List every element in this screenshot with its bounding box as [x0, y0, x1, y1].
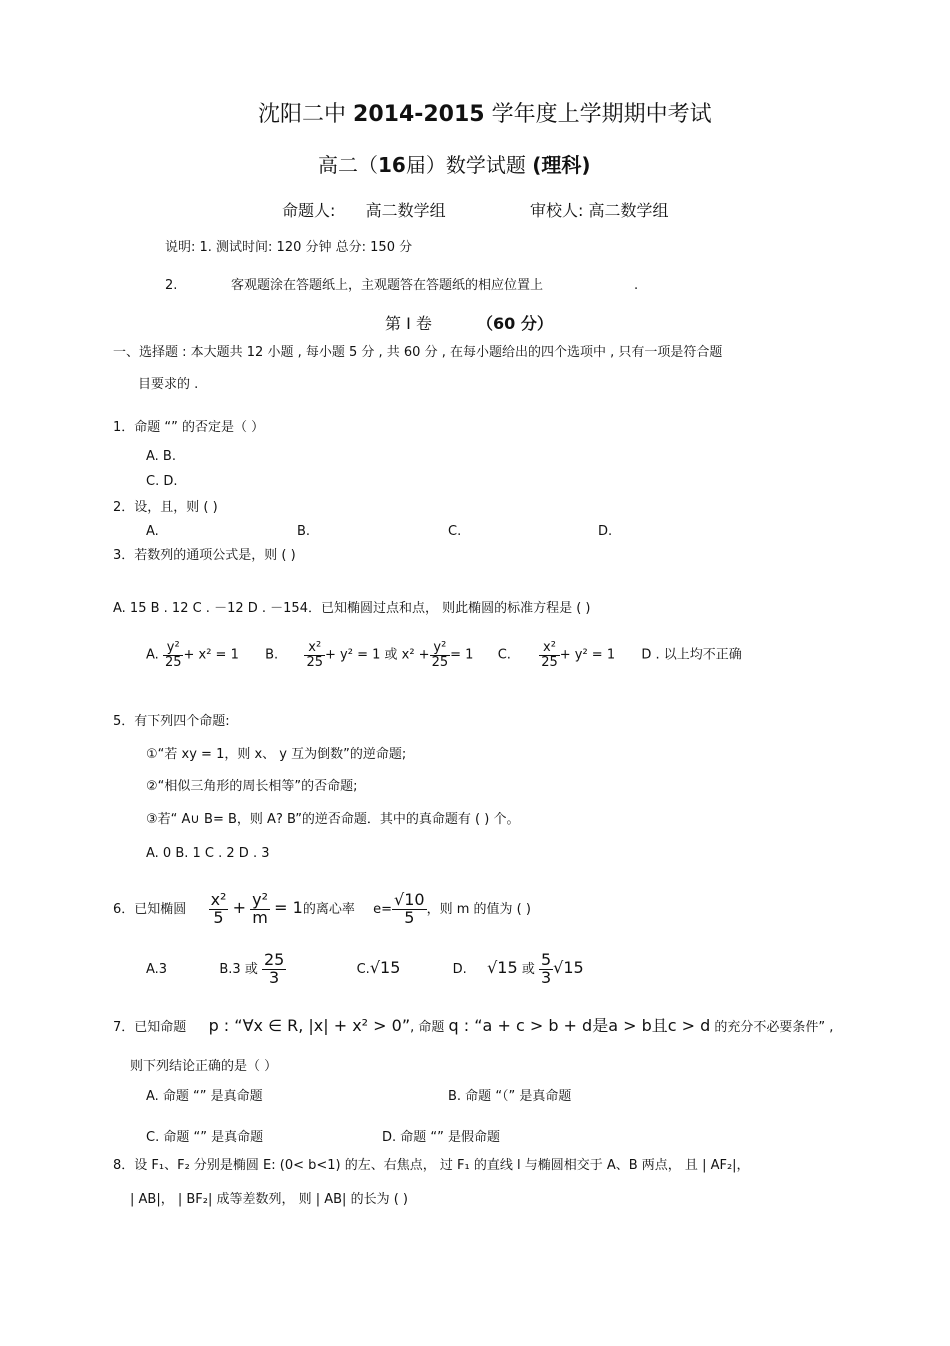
q4-b-num: x²	[304, 641, 325, 656]
q4-b2-num: y²	[430, 641, 451, 656]
q6-fraction-x	[209, 892, 229, 927]
q6-option-d-or: 或	[521, 961, 535, 977]
q6-option-d-value-2: √15	[553, 957, 584, 977]
q6-sqrt10: √10	[394, 890, 425, 909]
subtitle-num: 16	[378, 153, 406, 177]
q6-fraction-y	[250, 892, 270, 927]
question-7-line-2: 则下列结论正确的是（ ）	[130, 1059, 278, 1074]
q4-c-num: x²	[539, 641, 560, 656]
question-5-statement-2: ②“相似三角形的周长相等”的否命题;	[146, 779, 358, 794]
question-3-stem: 3．若数列的通项公式是，则 ( )	[113, 548, 296, 563]
question-1-options-ab: A. B.	[146, 449, 176, 464]
instructions-note-1: 说明: 1. 测试时间: 120 分钟 总分: 150 分	[165, 240, 413, 255]
q6-option-b-label: B.3 或	[219, 961, 258, 977]
q4-option-b-fraction-2	[430, 641, 451, 669]
question-2-option-d: D.	[598, 524, 613, 539]
q6-option-b-fraction	[262, 952, 286, 987]
q6-d-num: 5	[540, 950, 552, 969]
title-school: 沈阳二中	[258, 102, 347, 127]
question-5-statement-1: ①“若 xy = 1，则 x、 y 互为倒数”的逆命题;	[146, 747, 407, 762]
q6-den5: 5	[404, 907, 415, 927]
question-2-option-a: A.	[146, 524, 159, 539]
q6-m: m	[252, 907, 268, 927]
q7-mid: , 命题	[410, 1020, 445, 1035]
q6-five: 5	[213, 907, 224, 927]
q6-option-d-label: D.	[452, 961, 467, 977]
q6-option-c-label: C.	[356, 961, 370, 977]
question-7-option-a: A. 命题 “” 是真命题	[146, 1089, 263, 1104]
question-4-options	[146, 641, 742, 669]
section-instructions-2: 目要求的 .	[138, 377, 199, 392]
section-score: （60 分）	[477, 314, 553, 333]
question-2-option-b: B.	[297, 524, 311, 539]
q4-option-c-fraction	[539, 641, 560, 669]
question-2-stem: 2．设，且，则 ( )	[113, 500, 218, 515]
q4-option-b-label: B.	[265, 647, 279, 663]
reviewer-line	[530, 203, 669, 219]
q4-b-den: 25	[306, 654, 324, 670]
subtitle-grade: 高二（	[318, 153, 378, 177]
q4-option-d: D . 以上均不正确	[641, 647, 742, 663]
authors-line	[282, 203, 446, 219]
title-term: 学年度上学期期中考试	[491, 102, 712, 127]
q6-plus: +	[232, 897, 246, 917]
q6-eccentricity	[392, 892, 427, 927]
q6-option-d-fraction	[539, 952, 553, 987]
proposer-label: 命题人:	[282, 201, 336, 220]
subtitle-subject: 届）数学试题	[405, 153, 526, 177]
question-1-stem: 1．命题 “” 的否定是（ ）	[113, 420, 265, 435]
question-5-statement-3: ③若“ A∪ B= B，则 A? B”的逆否命题．其中的真命题有 ( ) 个。	[146, 812, 520, 827]
title-year: 2014-2015	[353, 102, 485, 127]
q6-eq1: = 1	[274, 897, 303, 917]
q4-option-a-fraction	[163, 641, 184, 669]
question-6-stem	[113, 892, 531, 927]
q6-suffix: ，则 m 的值为 ( )	[426, 901, 531, 917]
section-title: 第 I 卷	[385, 314, 432, 333]
q4-option-b-tail-2: = 1	[450, 647, 474, 663]
question-7-option-d: D. 命题 “” 是假命题	[382, 1130, 501, 1145]
q6-d-den: 3	[540, 967, 552, 987]
proposer-name: 高二数学组	[365, 201, 446, 220]
exam-subtitle	[318, 155, 590, 175]
q4-option-b-fraction-1	[304, 641, 325, 669]
q4-option-a-label: A.	[146, 647, 159, 663]
question-7-option-b: B. 命题 “（” 是真命题	[448, 1089, 572, 1104]
q6-option-d-value-1: √15	[487, 957, 518, 977]
q7-prefix: 7．已知命题	[113, 1020, 187, 1035]
reviewer-label: 审校人:	[530, 201, 584, 220]
question-2-option-c: C.	[448, 524, 462, 539]
exam-title	[258, 104, 712, 126]
q6-y2: y²	[252, 890, 269, 909]
question-1-options-cd: C. D.	[146, 474, 178, 489]
q6-option-a: A.3	[146, 961, 168, 977]
q7-suffix: 的充分不必要条件” ,	[714, 1020, 834, 1035]
q7-proposition-p: p : “∀x ∈ R, |x| + x² > 0”	[208, 1016, 411, 1035]
q4-option-c-label: C.	[497, 647, 511, 663]
instructions-note-2-end: .	[634, 278, 639, 293]
subtitle-track: (理科)	[532, 153, 591, 177]
q4-c-den: 25	[541, 654, 558, 670]
reviewer-name: 高二数学组	[588, 201, 669, 220]
q4-option-b-tail: + y² = 1 或 x² +	[325, 647, 430, 663]
question-5-options: A. 0 B. 1 C . 2 D . 3	[146, 846, 270, 861]
instructions-note-2-num: 2.	[165, 278, 178, 293]
q6-b-den: 3	[262, 969, 286, 987]
instructions-note-2: 客观题涂在答题纸上，主观题答在答题纸的相应位置上	[231, 278, 544, 293]
section-instructions-1: 一、选择题 : 本大题共 12 小题 , 每小题 5 分 , 共 60 分 , 在每小题给出的四个选项中 , 只有一项是符合题	[113, 345, 723, 360]
question-7-option-c: C. 命题 “” 是真命题	[146, 1130, 264, 1145]
q4-b2-den: 25	[431, 654, 449, 670]
question-8-line-1: 8．设 F₁、F₂ 分别是椭圆 E: (0< b<1) 的左、右焦点， 过 F₁ 的直线 l 与椭圆相交于 A、B 两点， 且 | AF₂|，	[113, 1158, 750, 1173]
question-6-options	[146, 952, 584, 987]
q6-mid: 的离心率	[302, 901, 355, 917]
q4-option-a-tail: + x² = 1	[183, 647, 239, 663]
q4-a-num: y²	[163, 641, 184, 656]
q6-x2: x²	[210, 890, 227, 909]
q6-option-c-value: √15	[369, 957, 401, 977]
question-5-stem: 5．有下列四个命题:	[113, 714, 230, 729]
q6-prefix: 6．已知椭圆	[113, 901, 187, 917]
q7-proposition-q: q : “a + c > b + d是a > b且c > d	[448, 1016, 711, 1035]
question-8-line-2: | AB|， | BF₂| 成等差数列， 则 | AB| 的长为 ( )	[130, 1192, 408, 1207]
question-3-options-and-question-4-stem: A. 15 B . 12 C . －12 D . －154．已知椭圆过点和点， 则此椭圆的标准方程是 ( )	[113, 601, 591, 616]
q4-option-c-tail: + y² = 1	[559, 647, 616, 663]
q6-b-num: 25	[263, 950, 285, 969]
q6-e-label: e=	[373, 901, 393, 917]
q4-a-den: 25	[164, 654, 182, 670]
question-7-stem	[113, 1018, 833, 1034]
